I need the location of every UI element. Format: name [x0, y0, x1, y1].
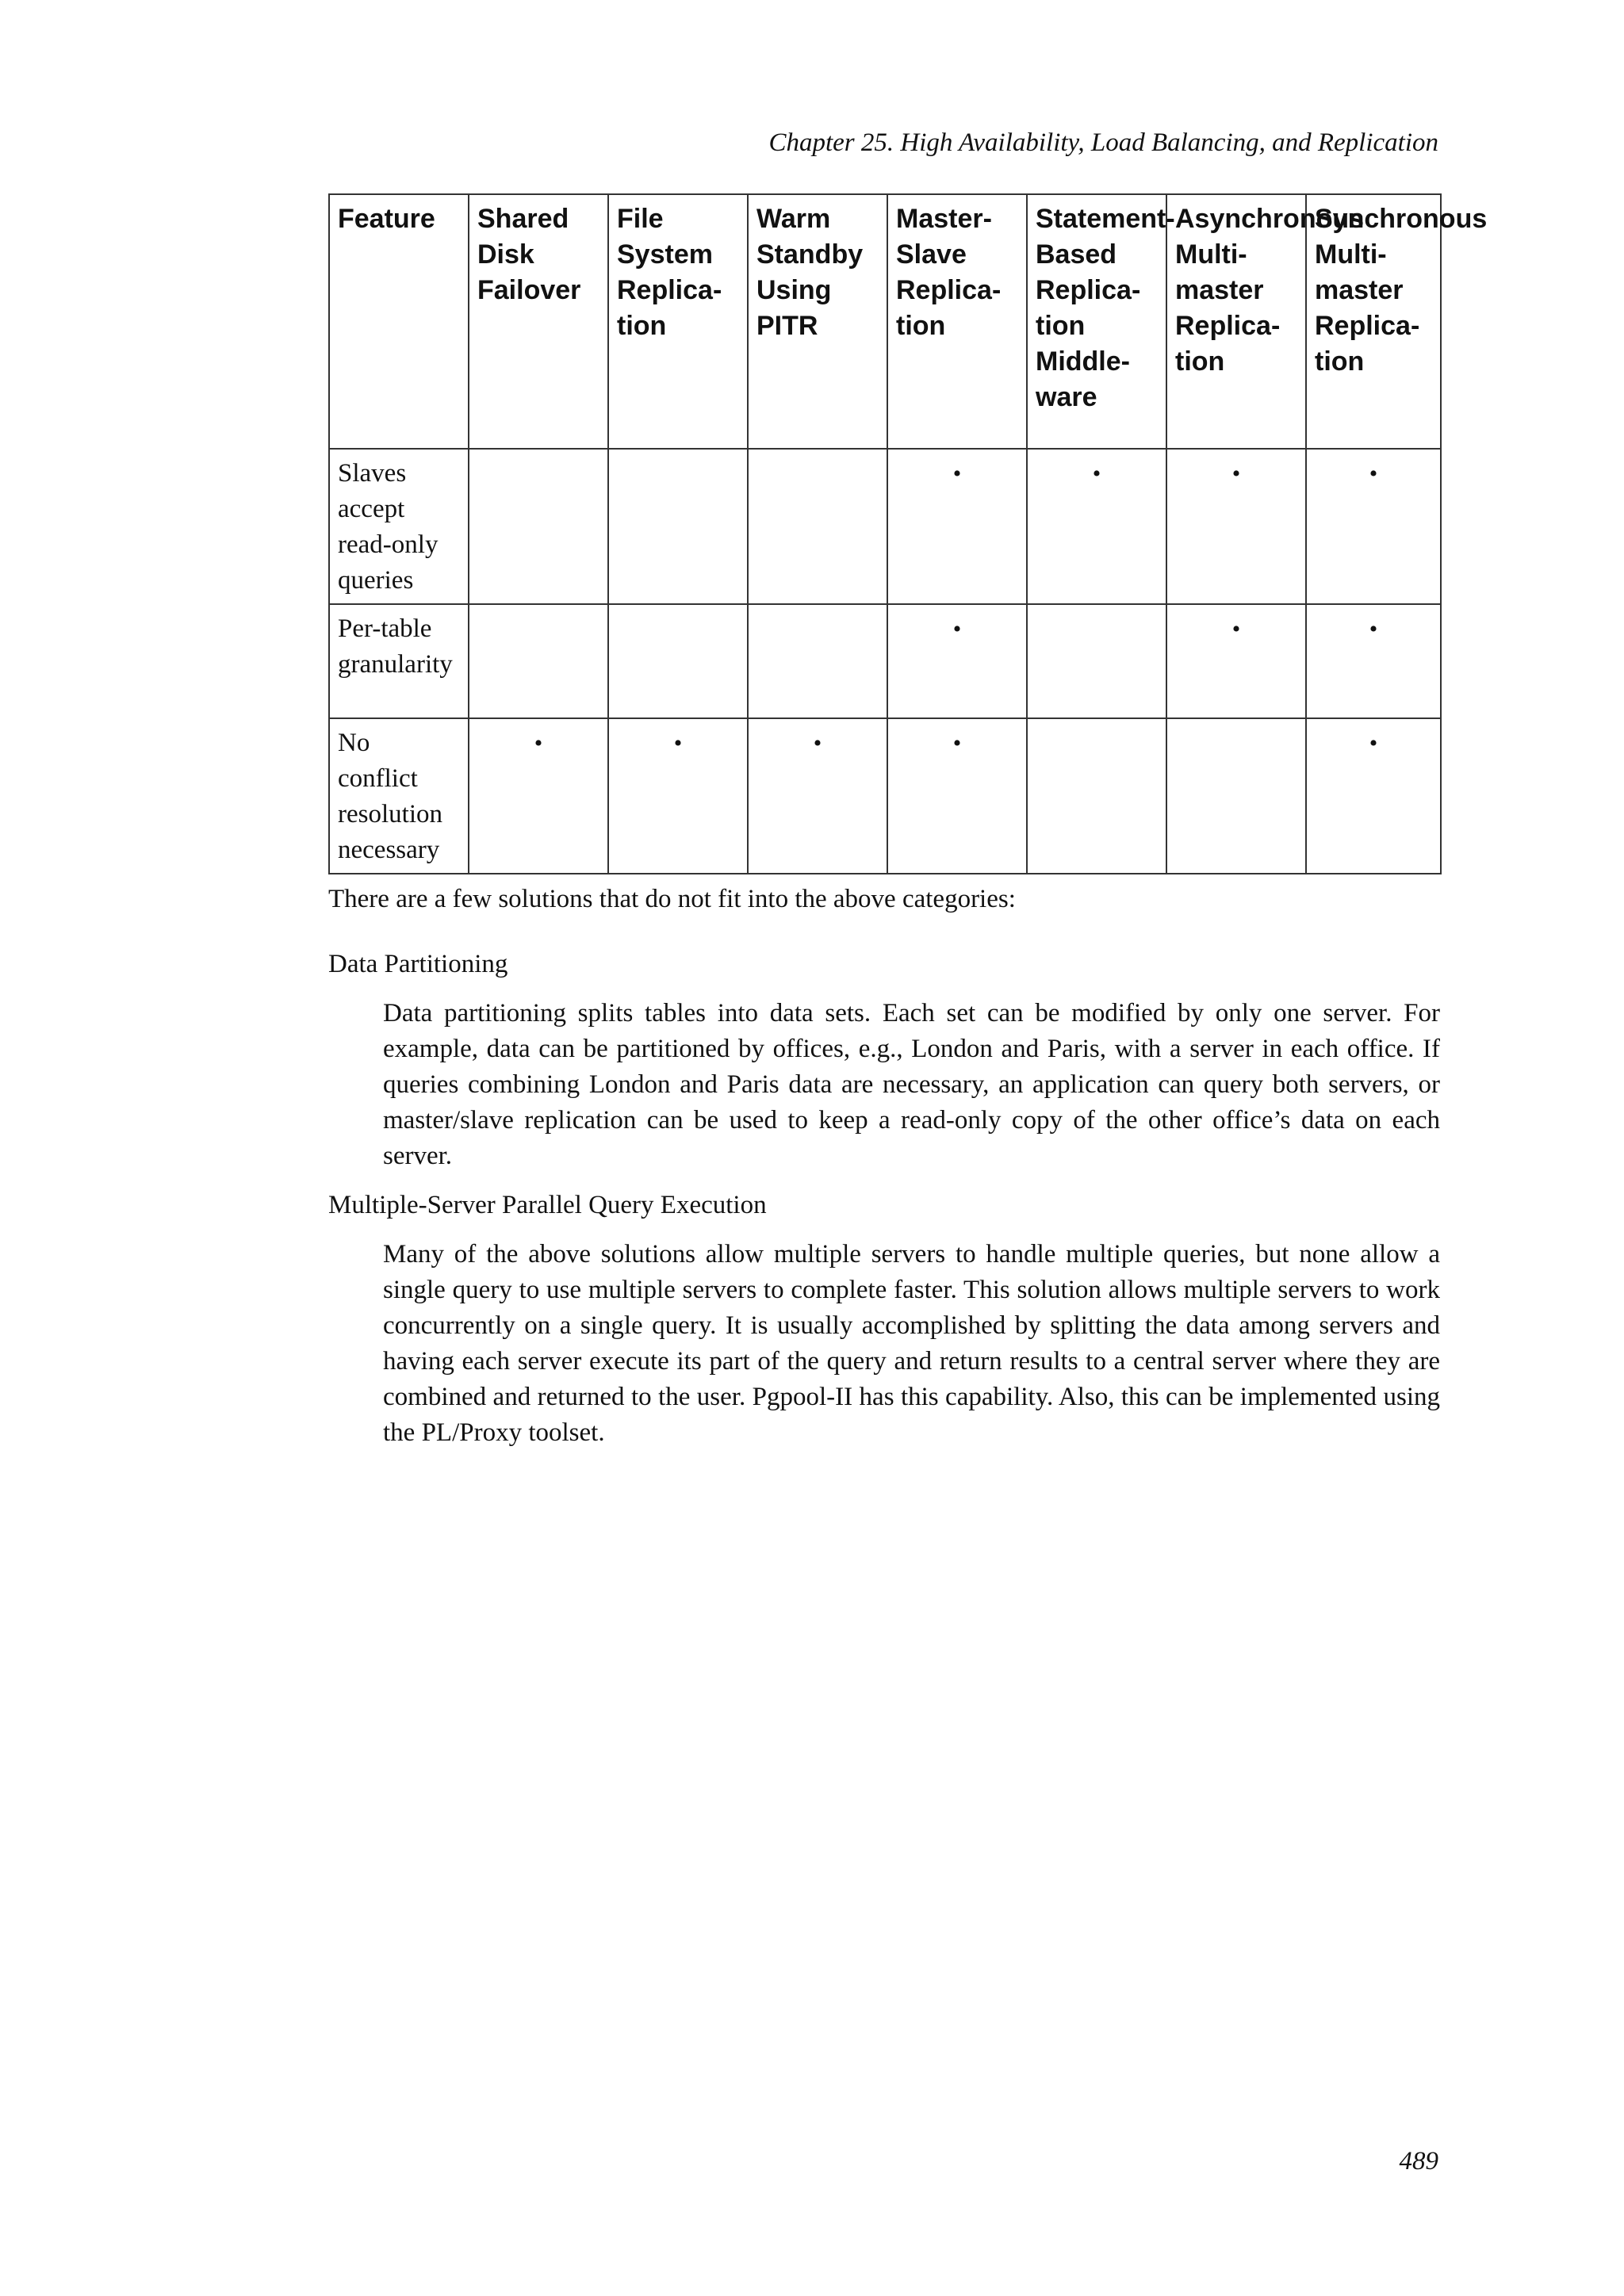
table-cell: •: [1027, 449, 1166, 604]
column-header-async-multimaster: Asynchronous Multi- master Replica- tion: [1166, 194, 1306, 449]
table-cell: [469, 604, 608, 718]
table-cell: [1166, 718, 1306, 874]
table-cell: •: [887, 604, 1027, 718]
table-cell: •: [1166, 449, 1306, 604]
table-cell: •: [887, 718, 1027, 874]
feature-comparison-table: [328, 193, 1488, 874]
table-cell: [469, 449, 608, 604]
column-header-feature: Feature: [329, 194, 469, 449]
page-number: 489: [1399, 2147, 1438, 2175]
table-cell: •: [1306, 449, 1441, 604]
table-row: [329, 449, 1441, 604]
table-cell: •: [608, 718, 748, 874]
table-cell: •: [748, 718, 887, 874]
row-label-read-only-queries: Slaves accept read-only queries: [329, 449, 469, 604]
term-data-partitioning: Data Partitioning: [328, 950, 508, 978]
column-header-file-system-replication: File System Replica- tion: [608, 194, 748, 449]
row-label-no-conflict-resolution: No conflict resolution necessary: [329, 718, 469, 874]
definition-parallel-query-execution: Many of the above solutions allow multiple servers to handle multiple queries, but none allow a single query to use multiple servers to complete faster. This solution allows multiple servers to work concurrently on a single query. It is usually accomplished by splitting the data among servers and having each server execute its part of the query and return results to a central server where they are combined and returned to the user. Pgpool-II has this capability. Also, this can be implemented using the PL/Proxy toolset.: [383, 1240, 1440, 1447]
table-cell: [748, 604, 887, 718]
column-header-sync-multimaster: Synchronous Multi- master Replica- tion: [1306, 194, 1441, 449]
row-label-per-table-granularity: Per-table granularity: [329, 604, 469, 718]
table-cell: [1027, 718, 1166, 874]
column-header-master-slave-replication: Master- Slave Replica- tion: [887, 194, 1027, 449]
column-header-statement-based-middleware: Statement- Based Replica- tion Middle- ware: [1027, 194, 1166, 449]
table-row: [329, 718, 1441, 874]
table-cell: •: [1306, 718, 1441, 874]
column-header-warm-standby-pitr: Warm Standby Using PITR: [748, 194, 887, 449]
table-cell: •: [469, 718, 608, 874]
term-parallel-query-execution: Multiple-Server Parallel Query Execution: [328, 1191, 767, 1219]
table-cell: •: [1306, 604, 1441, 718]
running-header: Chapter 25. High Availability, Load Balancing, and Replication: [768, 128, 1438, 157]
column-header-shared-disk-failover: Shared Disk Failover: [469, 194, 608, 449]
table-cell: •: [887, 449, 1027, 604]
intro-paragraph: There are a few solutions that do not fit into the above categories:: [328, 885, 1016, 913]
table-cell: [1027, 604, 1166, 718]
table-row: [329, 604, 1441, 718]
table-cell: [748, 449, 887, 604]
table-cell: [608, 604, 748, 718]
table-cell: [608, 449, 748, 604]
table-cell: •: [1166, 604, 1306, 718]
table-header-row: [329, 194, 1441, 449]
definition-data-partitioning: Data partitioning splits tables into data sets. Each set can be modified by only one server. For example, data can be partitioned by offices, e.g., London and Paris, with a server in each office. If queries combining London and Paris data are necessary, an application can query both servers, or master/slave replication can be used to keep a read-only copy of the other office’s data on each server.: [383, 999, 1440, 1170]
